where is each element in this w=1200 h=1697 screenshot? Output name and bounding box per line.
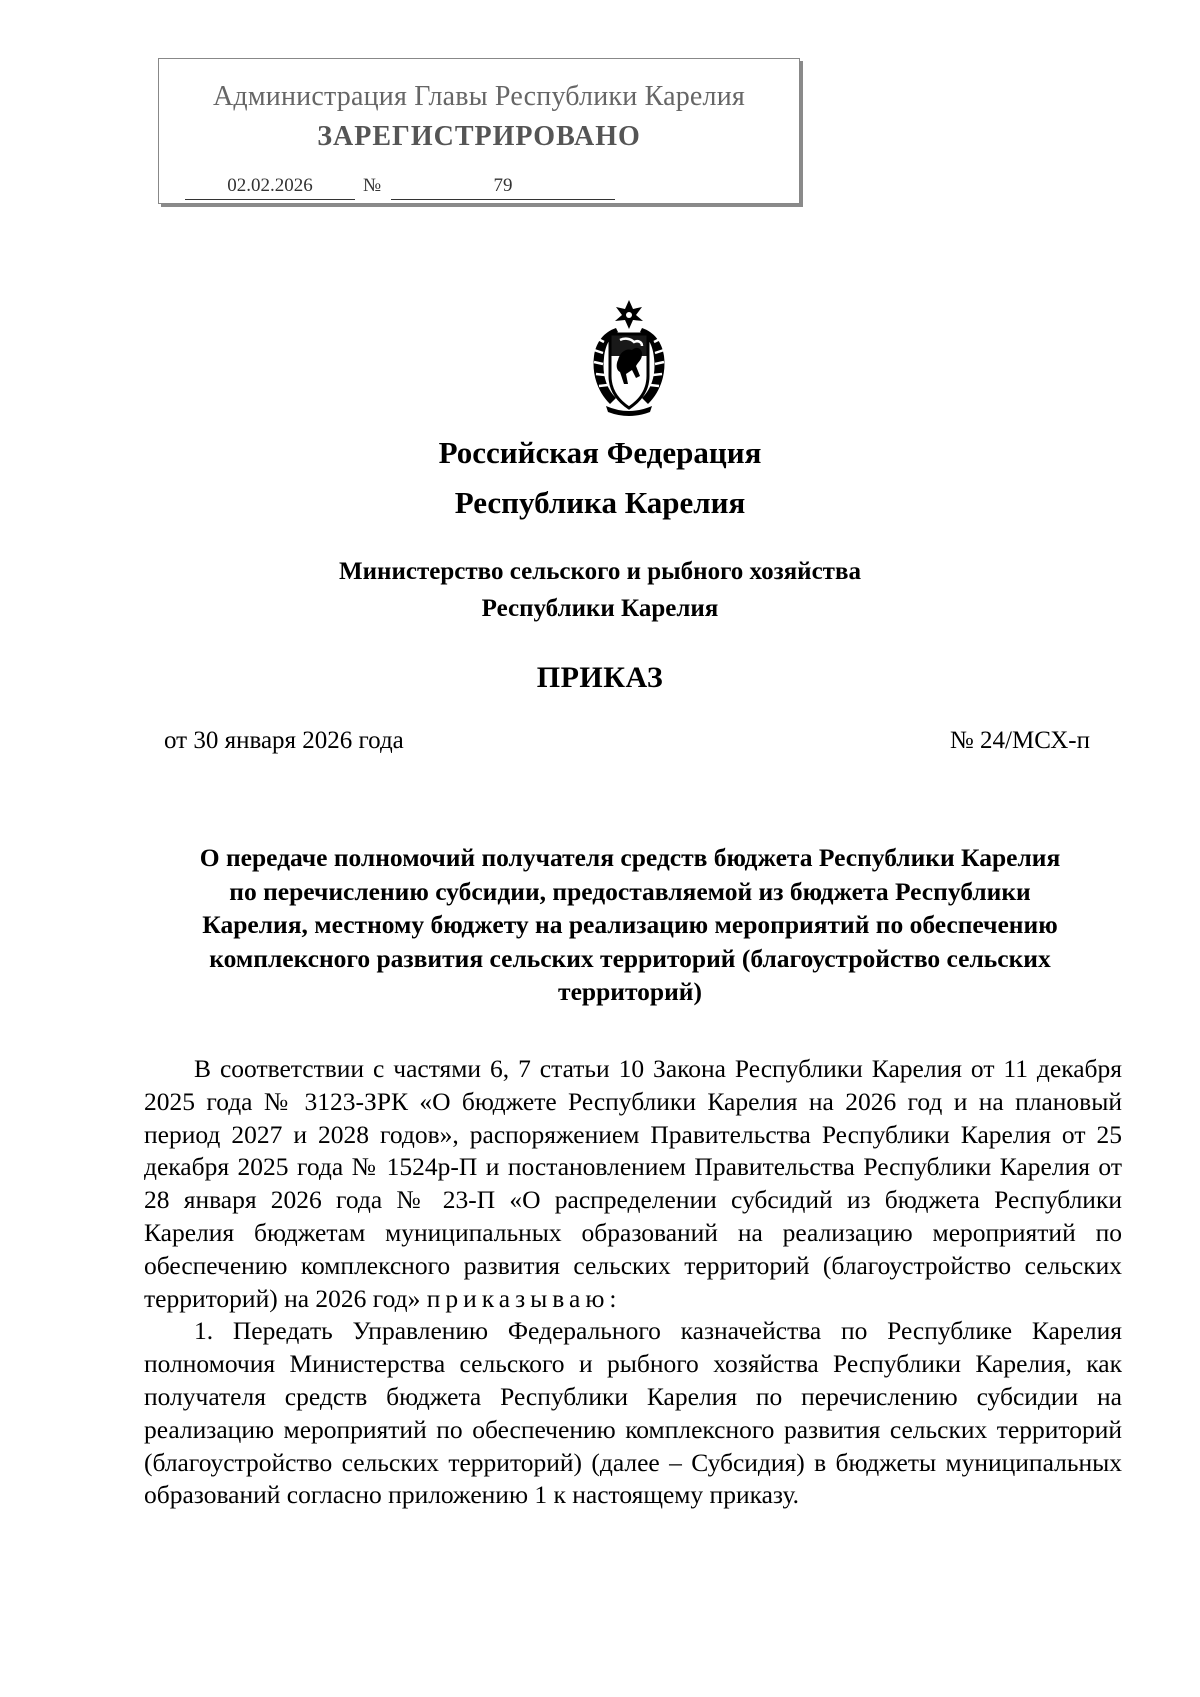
preamble-text: В соответствии с частями 6, 7 статьи 10 Закона Республики Карелия от 11 декабря 2025 года № 3123-ЗРК «О бюджете Республики Карелия на 2026 год и на плановый период 2027 и 2028 годов», распоряжением Правительства Республики Карелия от 25 декабря 2025 года № 1524р-П и постановлением Правительства Республики Карелия от 28 января 2026 года № 23-П «О распределении субсидий из бюджета Республики Карелия бюджетам муниципальных образований на реализацию мероприятий по обеспечению комплексного развития сельских территорий (благоустройство сельских территорий) на 2026 год» <box>144 1054 1122 1313</box>
stamp-organization: Администрация Главы Республики Карелия <box>213 81 745 112</box>
order-number: № 24/МСХ-п <box>949 727 1090 754</box>
registration-stamp <box>158 58 800 204</box>
stamp-status: ЗАРЕГИСТРИРОВАНО <box>317 121 641 152</box>
stamp-number-label: № <box>363 175 382 196</box>
document-type: ПРИКАЗ <box>536 661 664 694</box>
subject-line: территорий) <box>558 977 702 1006</box>
karelia-coat-of-arms-icon <box>586 298 672 416</box>
preamble-paragraph <box>144 1053 1122 1315</box>
region-name: Республика Карелия <box>454 485 746 520</box>
subject-line: по перечислению субсидии, предоставляемой из бюджета Республики <box>229 876 1031 906</box>
stamp-number: 79 <box>391 173 615 200</box>
ministry-heading <box>0 553 1200 627</box>
subject-line: О передаче полномочий получателя средств бюджета Республики Карелия <box>199 843 1061 872</box>
ministry-name-line1: Министерство сельского и рыбного хозяйства <box>339 558 861 585</box>
order-word: приказываю: <box>426 1283 622 1313</box>
order-date: от 30 января 2026 года <box>164 727 404 754</box>
ministry-name-line2: Республики Карелия <box>481 595 719 622</box>
subject-line: комплексного развития сельских территорий (благоустройство сельских <box>209 943 1051 973</box>
country-heading <box>0 428 1200 528</box>
order-body <box>144 1053 1122 1512</box>
item-1-paragraph: 1. Передать Управлению Федерального казначейства по Республике Карелия полномочия Министерства сельского и рыбного хозяйства Республики Карелия, как получателя средств бюджета Республики Карелия по перечислению субсидии на реализацию мероприятий по обеспечению комплексного развития сельских территорий (благоустройство сельских территорий) (далее – Субсидия) в бюджеты муниципальных образований согласно приложению 1 к настоящему приказу. <box>144 1316 1122 1510</box>
stamp-date: 02.02.2026 <box>185 173 355 200</box>
country-name: Российская Федерация <box>438 435 762 470</box>
order-subject <box>140 841 1120 1009</box>
subject-line: Карелия, местному бюджету на реализацию мероприятий по обеспечению <box>202 910 1058 939</box>
